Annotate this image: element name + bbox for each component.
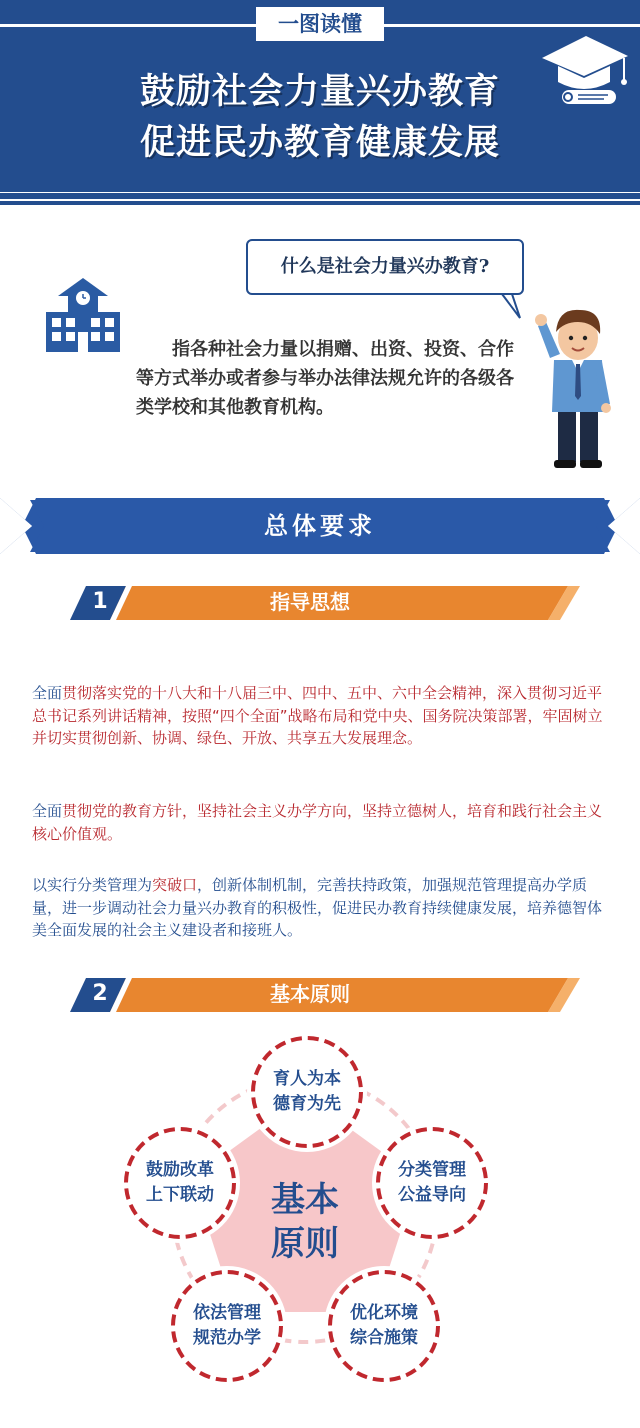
section-header-2: [0, 976, 640, 1018]
principle-line-2: 综合施策: [350, 1328, 418, 1348]
paragraph-highlight: 突破口: [152, 876, 198, 894]
principle-line-1: 分类管理: [398, 1160, 466, 1180]
teacher-figure: [528, 300, 612, 470]
paragraph-pre: 以实行分类管理为: [32, 876, 153, 894]
principle-line-2: 规范办学: [193, 1328, 261, 1348]
principle-5: [125, 1158, 235, 1208]
principle-line-2: 公益导向: [398, 1185, 466, 1205]
definition-text: 指各种社会力量以捐赠、出资、投资、合作等方式举办或者参与举办法律法规允许的各级各类学校和其他教育机构。: [136, 339, 514, 418]
paragraph-lead: 全面: [32, 802, 63, 820]
guiding-paragraph-3: [32, 874, 614, 942]
guiding-paragraph-1: [32, 682, 614, 750]
principle-4: [172, 1301, 282, 1351]
paragraph-body: 贯彻党的教育方针，坚持社会主义办学方向，坚持立德树人，培育和践行社会主义核心价值观。: [32, 802, 603, 843]
principle-line-1: 优化环境: [350, 1303, 418, 1323]
principle-line-2: 德育为先: [273, 1094, 341, 1114]
paragraph-body: 贯彻落实党的十八大和十八届三中、四中、五中、六中全会精神，深入贯彻习近平总书记系列讲话精神，按照“四个全面”战略布局和党中央、国务院决策部署，牢固树立并切实贯彻创新、协调、绿色、开放、共享五大发展理念。: [32, 684, 603, 747]
principle-line-1: 育人为本: [273, 1069, 341, 1089]
section-title: 基本原则: [270, 982, 350, 1006]
principle-line-1: 鼓励改革: [146, 1160, 214, 1180]
center-line-1: 基本: [271, 1180, 339, 1220]
section-number: 1: [92, 589, 108, 614]
section-header-1: [0, 584, 640, 626]
center-line-2: 原则: [271, 1224, 339, 1264]
principle-3: [329, 1301, 439, 1351]
overview-title: 总体要求: [264, 511, 376, 540]
guiding-paragraph-2: [32, 800, 614, 845]
school-building-icon: [44, 276, 122, 354]
question-text: 什么是社会力量兴办教育?: [280, 256, 490, 277]
principle-line-1: 依法管理: [193, 1303, 261, 1323]
principle-2: [377, 1158, 487, 1208]
tagline: 一图读懂: [256, 7, 384, 41]
principle-1: [252, 1067, 362, 1117]
diagram-center-label: [240, 1178, 370, 1266]
page-title-line-1: 鼓励社会力量兴办教育: [139, 71, 500, 112]
paragraph-lead: 全面: [32, 684, 63, 702]
section-number: 2: [92, 981, 108, 1006]
page-title-line-2: 促进民办教育健康发展: [139, 122, 500, 163]
paragraph-body: ，创新体制机制，完善扶持政策，加强规范管理提高办学质量，进一步调动社会力量兴办教育的积极性，促进民办教育持续健康发展，培养德智体美全面发展的社会主义建设者和接班人。: [32, 876, 603, 939]
principle-line-2: 上下联动: [146, 1185, 214, 1205]
section-title: 指导思想: [270, 590, 350, 614]
